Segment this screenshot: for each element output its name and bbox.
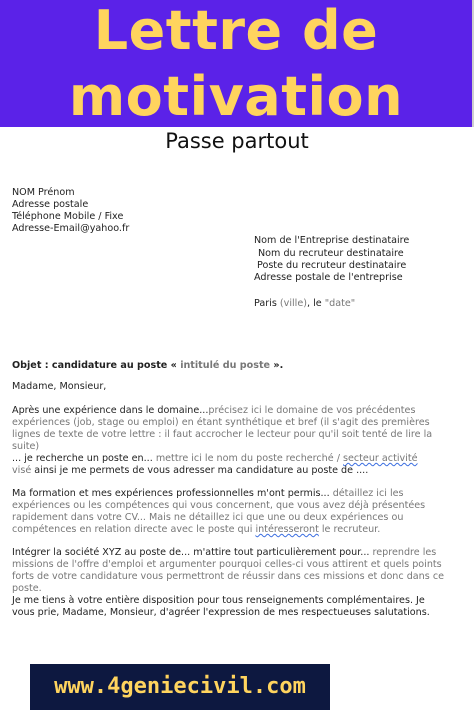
recipient-position: Poste du recruteur destinataire: [257, 260, 407, 271]
title-banner: [0, 0, 474, 127]
para1-hint: précisez ici le domaine de vos précédentes: [208, 405, 416, 416]
objet-label: Objet : candidature au poste «: [12, 360, 181, 371]
para1-hint-4: visé: [12, 465, 32, 476]
date-city: Paris: [254, 298, 277, 309]
date-value: "date": [324, 298, 356, 309]
para1-line2: expériences (job, stage ou emploi) en étant synthétique et bref (il s'agit des premières: [12, 417, 430, 428]
para3-text: Intégrer la société XYZ au poste de... m'attire tout particulièrement pour...: [12, 547, 373, 558]
title-line-2: motivation: [68, 65, 404, 128]
recipient-company: Nom de l'Entreprise destinataire: [254, 235, 410, 246]
para2-line1: [12, 488, 404, 501]
para1-text-3: ainsi je me permets de vous adresser ma candidature au poste de ....: [31, 465, 369, 476]
para2-text: Ma formation et mes expériences professionnelles m'ont permis...: [12, 488, 333, 499]
sender-address: Adresse postale: [12, 199, 89, 210]
para2-hint-2: compétences en relation directe avec le poste qui: [12, 524, 256, 535]
objet-line: [12, 360, 283, 373]
date-sep: , le: [306, 298, 322, 309]
para2-line3: rapidement dans votre CV... Mais ne détaillez ici que une ou deux expériences ou: [12, 512, 404, 523]
para1-line4: suite): [12, 441, 40, 452]
para2-line4: [12, 524, 380, 537]
recipient-recruiter: Nom du recruteur destinataire: [258, 248, 404, 259]
sender-email: Adresse-Email@yahoo.fr: [12, 223, 130, 234]
para3-line1: [12, 547, 436, 560]
date-line: [254, 298, 355, 311]
para3-line5: Je me tiens à votre entière disposition pour tous renseignements complémentaires. Je: [12, 595, 425, 606]
date-city-hint: (ville): [279, 298, 307, 309]
para2-line2: expériences ou les compétences qui vous concernent, que vous avez déjà présentées: [12, 500, 426, 511]
website-url-banner[interactable]: www.4geniecivil.com: [30, 664, 330, 710]
para1-line3: lignes de texte de votre lettre : il faut accrocher le lecteur pour qu'il soit tenté de lire la: [12, 429, 433, 440]
sender-name: NOM Prénom: [12, 187, 75, 198]
salutation: Madame, Monsieur,: [12, 381, 107, 392]
para1-hint-3: secteur activité: [343, 453, 418, 464]
para3-hint: reprendre les: [372, 547, 437, 558]
sender-phone: Téléphone Mobile / Fixe: [12, 211, 124, 222]
para3-line4: poste.: [12, 583, 42, 594]
objet-highlight: intitulé du poste: [180, 360, 271, 371]
para3-line2: missions de l'offre d'emploi et argumenter pourquoi celles-ci vous attirent et quels points: [12, 559, 442, 570]
subtitle: Passe partout: [165, 129, 309, 153]
recipient-address: Adresse postale de l'entreprise: [254, 272, 403, 283]
para2-hint-3: intéresseront: [255, 524, 319, 535]
para1-hint-2: mettre ici le nom du poste recherché /: [155, 453, 343, 464]
para3-line3: forts de votre candidature vous permettront de réussir dans ces missions et donc dans ce: [12, 571, 444, 582]
para2-hint: détaillez ici les: [332, 488, 404, 499]
objet-end: ».: [270, 360, 284, 371]
para1-text-2: ... je recherche un poste en...: [12, 453, 156, 464]
para1-text: Après une expérience dans le domaine...: [12, 405, 209, 416]
para1-line1: [12, 405, 415, 418]
para2-hint-4: le recruteur.: [318, 524, 381, 535]
para3-line6: vous prie, Madame, Monsieur, d'agréer l'expression de mes respectueuses salutations.: [12, 607, 430, 618]
title-line-1: Lettre de: [93, 0, 379, 62]
para1-line5: [12, 453, 418, 466]
para1-line6: [12, 465, 368, 478]
